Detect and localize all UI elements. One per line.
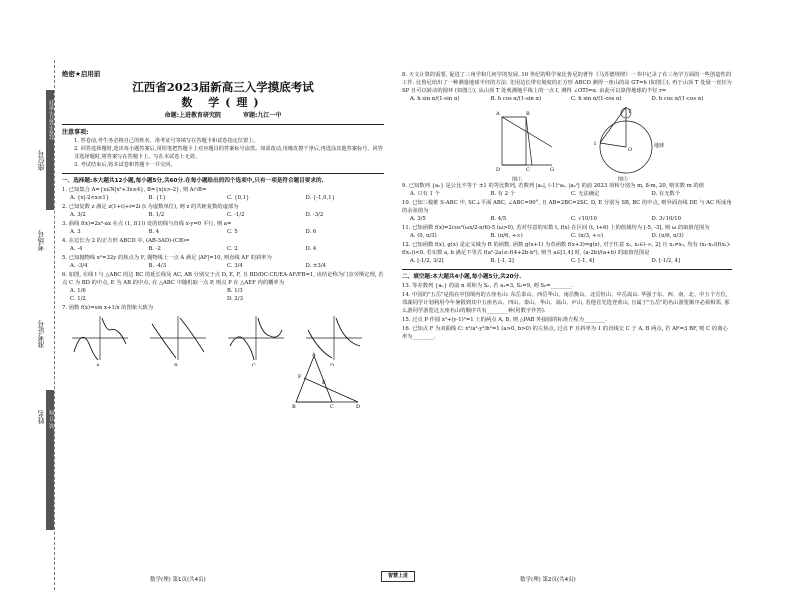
option: C. 3/4 xyxy=(227,263,243,269)
figure-1 xyxy=(495,111,554,181)
svg-text:C: C xyxy=(526,167,530,173)
svg-text:G: G xyxy=(550,167,554,173)
figure-2 xyxy=(594,107,664,181)
option: D. 4 xyxy=(305,246,317,252)
option: C. 1/2 xyxy=(70,296,86,302)
fill-questions xyxy=(402,282,732,341)
fill-question: 13. 等差数列 {aₙ} 的前 n 项和为 Sₙ, 若 a₁=3, S₃=9, 则 S₆=________. xyxy=(402,283,574,289)
option: C. -1/2 xyxy=(227,212,245,218)
question-stem: 8. 天文计算的需要, 促进了三角学和几何学的发展. 10 世纪的科学家比鲁尼的著作《马苏德规律》一书中记录了在三角学方面的一些创造性的工作. 比鲁尼给出了一种测量地球半径的方法: 先用边长带有刻度的正方形 ABCD 测得一座山的高 GT=h (如图①), 再于山顶 T 处悬一直径为 SP 且可以转动的圆环 (如图②), 从山顶 T 处观测地平线上的一点 I, 测得 ∠OTI=α. 由此可以算得地球的半径 r= xyxy=(402,72,732,94)
earth-radius-figure xyxy=(402,103,732,181)
author-label: 命题:上进教育研究院 xyxy=(164,112,222,119)
question-stem: 3. 曲线 f(x)=2x³-ax 在点 (1, f(1)) 处的切线与直线 x-y=0 平行, 则 a= xyxy=(62,221,232,227)
right-column xyxy=(402,70,732,341)
question-stem: 7. 函数 f(x)=sin x+1/x 的图象大致为 xyxy=(62,305,154,311)
room-label: 考场号 xyxy=(37,230,45,251)
binding-strip xyxy=(14,60,60,590)
graph-d-label: D. xyxy=(330,363,336,366)
option-row xyxy=(62,287,384,303)
question-8 xyxy=(402,71,732,103)
earth-label: 地球 xyxy=(654,143,665,149)
graph-b-label: B. xyxy=(174,363,180,366)
review-label: 审题:九江一中 xyxy=(242,112,282,119)
option: B. 1/2 xyxy=(148,212,165,218)
figure-1-label: 图① xyxy=(512,177,523,181)
graph-a xyxy=(72,316,128,366)
option-row xyxy=(402,232,732,240)
option: C. (π/3, +∞) xyxy=(571,233,604,239)
option: B. 有 2 个 xyxy=(490,191,516,197)
option-row xyxy=(62,194,384,202)
option-row xyxy=(402,257,732,265)
svg-text:I: I xyxy=(594,141,596,147)
graph-c-label: C. xyxy=(252,363,258,366)
option: C. h sin α/(1-cos α) xyxy=(571,96,622,102)
option: D. [-1/2, 4] xyxy=(651,258,681,264)
option-row xyxy=(62,211,384,219)
seat-label: 座位号 xyxy=(37,150,45,171)
name-label: 姓名 xyxy=(37,410,45,424)
option: B. -2 xyxy=(148,246,161,252)
divider xyxy=(402,269,732,270)
option: B. h cos α/(1-sin α) xyxy=(490,96,542,102)
section-choice-title: 一、选择题:本大题共12小题,每小题5分,共60分.在每小题给出的四个选项中,只有一项是符合题目要求的. xyxy=(62,178,324,184)
fill-question: 16. 已知点 F 为双曲线 C: x²/a²-y²/b²=1 (a>0, b>0) 的左焦点, 过点 F 且斜率为 1 的直线交 C 于 A, B 两点, 若 AF=3 BF, 则 C 的离心率为________. xyxy=(402,326,728,340)
option-row xyxy=(62,262,384,270)
option-row xyxy=(402,215,732,223)
fill-question: 14. 中国的"五岳"是指在中国境内的五座名山: 东岳泰山、西岳华山、南岳衡山、北岳恒山、中岳嵩山. 华强于东、西、南、北、中五个方位, 邻湖同学计划利用今年暑假到其中五座名山、四山、泰山、华山、嵩山、庐山, 若他首先选登黄山, 且属于"五岳"的名山游览顺序必须相邻, 那么游同学游览这五座名山的顺序共有________种(用数字作答). xyxy=(402,292,730,314)
option-row xyxy=(62,245,384,253)
option: A. [-1/2, 3/2] xyxy=(410,258,444,264)
notice-item: 2. 回答选择题时,选出每小题答案后,用铅笔把答题卡上对应题目的答案标号涂黑。如需改动,用橡皮擦干净后,再选涂其他答案标号。回答非选择题时,将答案写在答题卡上。写在本试卷上无效。 xyxy=(74,146,383,160)
footer-left: 数学(理) 第1页(共4页) xyxy=(150,577,206,583)
svg-text:A: A xyxy=(312,352,316,358)
option: C. [-1, 4] xyxy=(571,258,595,264)
section-fill-title: 二、填空题:本大题共4小题,每小题5分,共20分. xyxy=(402,274,522,280)
svg-text:A: A xyxy=(496,111,500,117)
question-stem: 9. 已知数列 {aₙ} 是公比不等于 ±1 的等比数列, 若数列 |aₙ|, (-1)ⁿaₙ, |aₙ²| 的前 2023 项和分别为 m, 8-m, 20, 则实数 m 的值 xyxy=(402,183,705,189)
option: A. -4 xyxy=(70,246,83,252)
option: B. -4/3 xyxy=(148,263,167,269)
option: B. (π/6, +∞) xyxy=(490,233,523,239)
option: D. -3/2 xyxy=(305,212,324,218)
option: B. 4 xyxy=(148,229,160,235)
option: D. 2/3 xyxy=(227,296,243,302)
option: A. 3/2 xyxy=(70,212,86,218)
figure-2-label: 图② xyxy=(618,177,629,181)
right-questions xyxy=(402,182,732,265)
option: B. 4/5 xyxy=(490,216,507,222)
option: D. h cos α/(1-cos α) xyxy=(651,96,704,102)
question-stem: 5. 已知抛物线 x²=32y 的焦点为 F, 抛物线上一点 A 满足 |AF|=10, 则直线 AF 的斜率为 xyxy=(62,255,272,261)
exam-title: 江西省2023届新高三入学摸底考试 xyxy=(132,80,314,94)
option: A. 1/6 xyxy=(70,288,86,294)
option: D. 有无数个 xyxy=(651,191,681,197)
svg-text:C: C xyxy=(330,404,334,410)
exam-subject: 数 学(理) xyxy=(181,96,265,109)
option: A. 3 xyxy=(70,229,81,235)
option: A. {x|-2<x≤1} xyxy=(70,195,110,201)
option: A. 只有 1 个 xyxy=(410,191,440,197)
option: A. -3/4 xyxy=(70,263,88,269)
brand-stamp: 智慧上进 xyxy=(381,571,415,582)
footer-right: 数学(理) 第2页(共4页) xyxy=(520,577,576,583)
option-row xyxy=(402,95,732,103)
question-stem: 4. 在边长为 2 的正方形 ABCD 中, (AB-3AD)·(CB)= xyxy=(62,238,190,244)
question-stem: 10. 已知三棱锥 S-ABC 中, SC⊥平面 ABC, ∠ABC=90°, 且 AB=2BC=2SC, D, E 分别为 SB, BC 的中点, 则异面直线 DE 与 AC 所成角的余弦值为 xyxy=(402,200,732,214)
question-stem: 2. 已知复数 z 满足 z(1+i)+i=2i (i 为虚数单位), 则 z 的共轭复数的虚部为 xyxy=(62,204,239,210)
svg-text:B: B xyxy=(292,404,296,410)
option-row xyxy=(62,228,384,236)
graph-c xyxy=(228,316,284,366)
option: C. √10/10 xyxy=(571,216,597,222)
option: D. 6 xyxy=(305,229,317,235)
option: D. {-1,0,1} xyxy=(305,195,335,201)
earth-figures xyxy=(402,103,732,181)
option: D. (π/6, π/3) xyxy=(651,233,684,239)
svg-text:B: B xyxy=(526,111,530,117)
option-row xyxy=(402,190,732,198)
option: A. 3/5 xyxy=(410,216,426,222)
fill-question: 15. 过点 P 作圆 x²+(y-1)²=1 上的两点 A, B, 则 △PAB 外接圆的标准方程为________. xyxy=(402,317,607,323)
option: B. 1/3 xyxy=(227,288,243,294)
svg-text:D: D xyxy=(356,404,361,410)
option: C. 2 xyxy=(227,246,238,252)
divider xyxy=(62,173,384,174)
binding-side-text: 装 订 线 xyxy=(49,410,55,429)
option: C. 5 xyxy=(227,229,238,235)
option: D. ±3/4 xyxy=(305,263,326,269)
notice-item: 3. 考试结束后,将本试卷和答题卡一并交回。 xyxy=(74,162,176,168)
option: B. {1} xyxy=(148,195,166,201)
notice-item: 1. 答卷前,考生务必将自己的姓名、准考证号等填写在答题卡和试卷指定位置上。 xyxy=(74,138,259,144)
ticket-label: 准考证号 xyxy=(37,320,45,348)
svg-text:T: T xyxy=(628,109,632,115)
left-questions xyxy=(62,186,384,312)
question-stem: 1. 已知集合 A={x∈N|x²+3x≤4}, B={x|x>-2}, 则 A∩B= xyxy=(62,187,207,193)
question-stem: 12. 已知函数 f(x), g(x) 是定义域为 R 的函数, 函数 g(x+1) 为奇函数 f(x+3)=g(x), 对于任意 x₁, x₂∈(-∞, 2] 且 x₁≠x₂, 均有 (x₁-x₂)(f(x₁)-f(x₂))<0. 若实数 a, b 满足不等式 f(a²-2a)≤-f(4+2b-b²), 则当 a∈[1,4] 时, (a-2b)/(a+b) 的取值范围是 xyxy=(402,242,731,256)
option: A. h sin α/(1-sin α) xyxy=(410,96,460,102)
byline xyxy=(62,112,384,120)
option: B. [-1, 2] xyxy=(490,258,514,264)
divider xyxy=(62,124,384,125)
graph-b xyxy=(150,316,206,366)
notice-title: 注意事项: xyxy=(62,129,89,136)
option: D. 3√10/10 xyxy=(651,216,681,222)
secret-mark: 绝密★启用前 xyxy=(62,70,101,78)
option: C. {0,1} xyxy=(227,195,250,201)
question-stem: 6. 如图, 在线 l 与 △ABC 的边 BC 的延长线及 AC, AB 分别交于点 D, E, F, 且 BD/DC·CE/EA·AF/FB=1, 该结论称为门奈劳斯定理, 若点 C 为 BD 的中点, E 为 AB 的中点, 在 △ABC 中随机取一点 P, 则点 P 在 △AEF 内的概率为 xyxy=(62,272,384,286)
graph-a-label: A. xyxy=(96,363,102,366)
question-stem: 11. 已知函数 f(x)=2cos²(ωx/2-π/6)-5 (ω>0), 若对任意的实数 t, f(x) 在区间 (t, t+6) 上的值域均为 [-5, -3], 则 ω 的取值范围为 xyxy=(402,225,710,231)
svg-text:E: E xyxy=(322,380,326,386)
option: A. (0, π/3) xyxy=(410,233,437,239)
menelaus-figure xyxy=(292,352,362,410)
svg-text:D: D xyxy=(496,167,501,173)
binding-warning: 此卷不装订不密封 xyxy=(49,100,55,140)
option: C. 无法确定 xyxy=(571,191,600,197)
svg-text:O: O xyxy=(628,147,633,153)
left-column xyxy=(62,70,384,366)
svg-text:F: F xyxy=(298,374,302,380)
